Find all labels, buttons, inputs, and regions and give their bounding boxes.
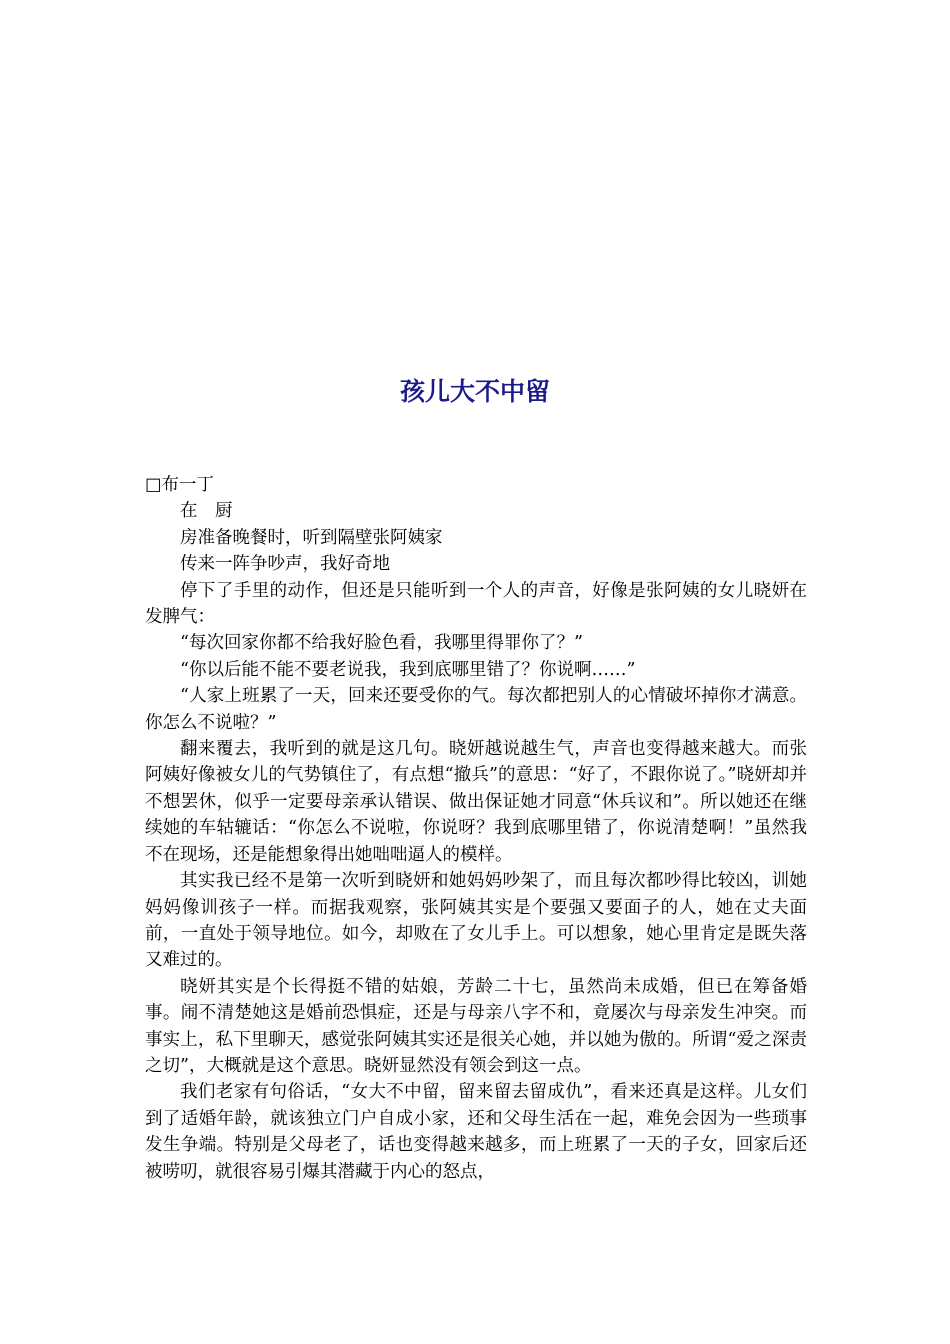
page-title: 孩儿大不中留 [399, 377, 550, 406]
author-byline: □布一丁 [145, 475, 215, 495]
paragraph: “人家上班累了一天，回来还要受你的气。每次都把别人的心情破坏掉你才满意。你怎么不说啦？” [145, 686, 807, 733]
paragraph: 在 厨 [180, 501, 233, 522]
paragraph: 停下了手里的动作，但还是只能听到一个人的声音，好像是张阿姨的女儿晓妍在发脾气： [145, 580, 807, 628]
paragraph: 房准备晚餐时，听到隔壁张阿姨家 [180, 527, 443, 548]
paragraph: “你以后能不能不要老说我，我到底哪里错了？你说啊……” [180, 659, 636, 680]
paragraph: 翻来覆去，我听到的就是这几句。晓妍越说越生气，声音也变得越来越大。而张阿姨好像被女儿的气势镇住了，有点想“撤兵”的意思：“好了，不跟你说了。”晓妍却并不想罢休，似乎一定要母亲承认错误、做出保证她才同意“休兵议和”。所以她还在继续她的车轱辘话：“你怎么不说啦，你说呀？我到底哪里错了，你说清楚啊！”虽然我不在现场，还是能想象得出她咄咄逼人的模样。 [145, 739, 807, 865]
paragraph: 传来一阵争吵声，我好奇地 [180, 554, 390, 575]
paragraph: 晓妍其实是个长得挺不错的姑娘，芳龄二十七，虽然尚未成婚，但已在筹备婚事。闹不清楚她这是婚前恐惧症，还是与母亲八字不和，竟屡次与母亲发生冲突。而事实上，私下里聊天，感觉张阿姨其实还是很关心她，并以她为傲的。所谓“爱之深责之切”，大概就是这个意思。晓妍显然没有领会到这一点。 [145, 976, 807, 1076]
paragraph: 其实我已经不是第一次听到晓妍和她妈妈吵架了，而且每次都吵得比较凶，训她妈妈像训孩子一样。而据我观察，张阿姨其实是个要强又要面子的人，她在丈夫面前，一直处于领导地位。如今，却败在了女儿手上。可以想象，她心里肯定是既失落又难过的。 [145, 871, 807, 971]
paragraph: “每次回家你都不给我好脸色看，我哪里得罪你了？” [180, 633, 583, 654]
article-body [145, 472, 807, 1185]
paragraph: 我们老家有句俗话，“女大不中留，留来留去留成仇”，看来还真是这样。儿女们到了适婚年龄，就该独立门户自成小家，还和父母生活在一起，难免会因为一些琐事发生争端。特别是父母老了，话也变得越来越多，而上班累了一天的子女，回家后还被唠叨，就很容易引爆其潜藏于内心的怒点， [145, 1082, 807, 1182]
